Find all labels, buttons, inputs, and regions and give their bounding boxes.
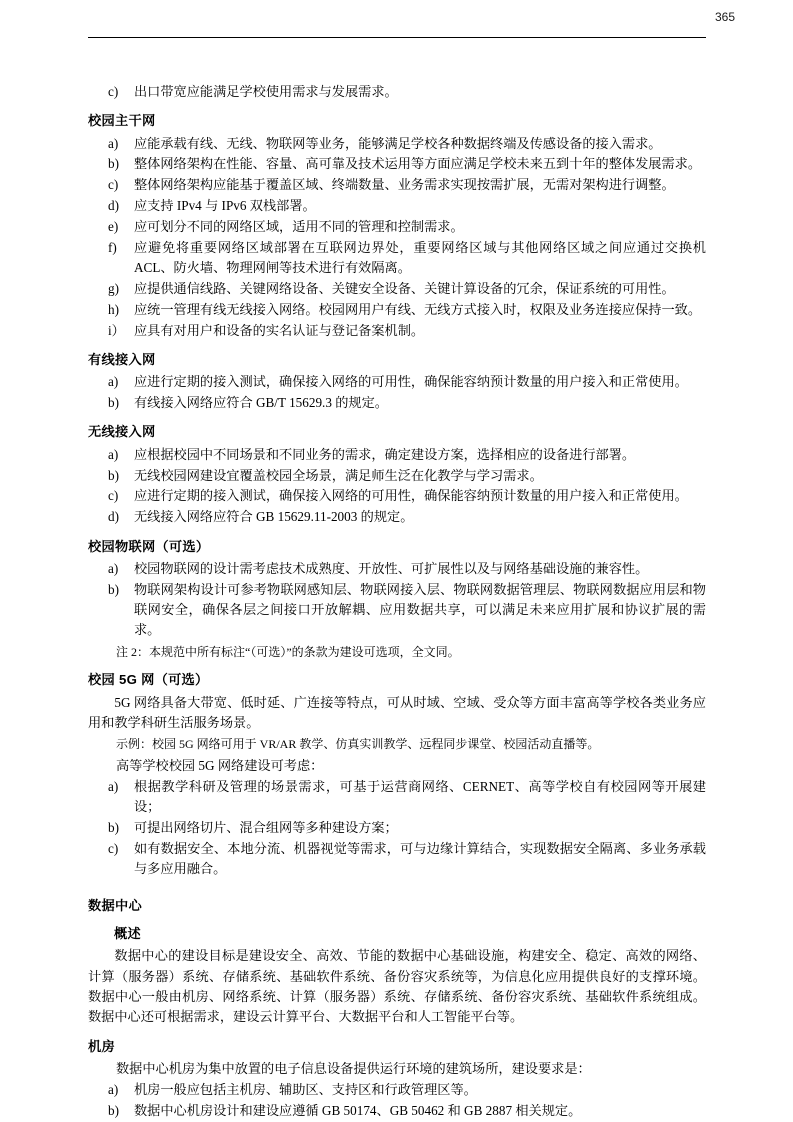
list-text: 如有数据安全、本地分流、机器视觉等需求，可与边缘计算结合，实现数据安全隔离、多业务承载与多应用融合。 bbox=[134, 840, 706, 877]
list-campus-iot bbox=[88, 559, 706, 641]
list-item bbox=[88, 393, 706, 413]
list-text: 应能承载有线、无线、物联网等业务，能够满足学校各种数据终端及传感设备的接入需求。 bbox=[134, 135, 662, 151]
list-marker: c) bbox=[108, 177, 119, 193]
list-item bbox=[88, 372, 706, 392]
overview-paragraph: 数据中心的建设目标是建设安全、高效、节能的数据中心基础设施，构建安全、稳定、高效的网络、计算（服务器）系统、存储系统、基础软件系统、备份容灾系统等，为信息化应用提供良好的支撑环境。数据中心一般由机房、网络系统、计算（服务器）系统、存储系统、备份容灾系统、基础软件系统组成。数据中心还可根据需求，建设云计算平台、大数据平台和人工智能平台等。 bbox=[88, 948, 706, 1025]
subsection-heading-overview: 概述 bbox=[114, 925, 141, 941]
section-heading-data-center: 数据中心 bbox=[88, 897, 142, 913]
section-heading-campus-5g: 校园 5G 网（可选） bbox=[88, 672, 209, 688]
list-marker: a) bbox=[108, 374, 119, 390]
campus-5g-example: 示例：校园 5G 网络可用于 VR/AR 教学、仿真实训教学、远程同步课堂、校园活动直播等。 bbox=[116, 737, 600, 752]
list-text: 无线接入网络应符合 GB 15629.11-2003 的规定。 bbox=[134, 509, 414, 525]
list-marker: h) bbox=[108, 301, 119, 317]
list-marker: b) bbox=[108, 467, 119, 483]
list-marker: b) bbox=[108, 581, 119, 597]
section-heading-campus-iot: 校园物联网（可选） bbox=[88, 538, 210, 554]
list-item bbox=[88, 134, 706, 154]
list-machine-room bbox=[88, 1080, 706, 1121]
list-marker: g) bbox=[108, 280, 119, 296]
list-wired-access bbox=[88, 372, 706, 413]
list-text: 校园物联网的设计需考虑技术成熟度、开放性、可扩展性以及与网络基础设施的兼容性。 bbox=[134, 560, 649, 576]
list-item bbox=[88, 196, 706, 216]
section-heading-campus-backbone: 校园主干网 bbox=[88, 113, 156, 129]
page-content bbox=[88, 82, 706, 1122]
list-item bbox=[88, 580, 706, 641]
note-text: 注 2：本规范中所有标注“（可选）”的条款为建设可选项，全文同。 bbox=[116, 644, 460, 659]
list-item bbox=[88, 82, 706, 102]
list-campus-5g bbox=[88, 777, 706, 880]
list-text: 应根据校园中不同场景和不同业务的需求，确定建设方案，选择相应的设备进行部署。 bbox=[134, 446, 636, 462]
list-item bbox=[88, 238, 706, 279]
list-marker: a) bbox=[108, 446, 119, 462]
list-item bbox=[88, 154, 706, 174]
list-text: 应提供通信线路、关键网络设备、关键安全设备、关键计算设备的冗余，保证系统的可用性。 bbox=[134, 280, 675, 296]
page-number: 365 bbox=[714, 10, 735, 24]
list-marker: i） bbox=[108, 322, 125, 338]
list-item bbox=[88, 839, 706, 880]
list-marker: b) bbox=[108, 820, 119, 836]
machine-room-lead: 数据中心机房为集中放置的电子信息设备提供运行环境的建筑场所，建设要求是： bbox=[116, 1060, 591, 1076]
header-rule bbox=[88, 37, 706, 38]
list-text: 物联网架构设计可参考物联网感知层、物联网接入层、物联网数据管理层、物联网数据应用层和物联网安全，确保各层之间接口开放解耦、应用数据共享，可以满足未来应用扩展和协议扩展的需求。 bbox=[134, 581, 706, 638]
list-text: 应避免将重要网络区域部署在互联网边界处，重要网络区域与其他网络区域之间应通过交换机 ACL、防火墙、物理网闸等技术进行有效隔离。 bbox=[134, 239, 706, 276]
list-text: 应可划分不同的网络区域，适用不同的管理和控制需求。 bbox=[134, 218, 464, 234]
section-heading-wired-access: 有线接入网 bbox=[88, 351, 156, 367]
campus-5g-lead2: 高等学校校园 5G 网络建设可考虑： bbox=[116, 757, 324, 773]
list-marker: a) bbox=[108, 778, 119, 794]
list-marker: b) bbox=[108, 1103, 119, 1119]
list-item bbox=[88, 818, 706, 838]
list-text: 应支持 IPv4 与 IPv6 双栈部署。 bbox=[134, 198, 316, 214]
top-item-list bbox=[88, 82, 706, 102]
list-text: 应统一管理有线无线接入网络。校园网用户有线、无线方式接入时，权限及业务连接应保持一致。 bbox=[134, 301, 702, 317]
list-item bbox=[88, 175, 706, 195]
list-text: 应具有对用户和设备的实名认证与登记备案机制。 bbox=[134, 322, 425, 338]
list-item bbox=[88, 486, 706, 506]
list-marker: a) bbox=[108, 1082, 119, 1098]
list-text: 整体网络架构在性能、容量、高可靠及技术运用等方面应满足学校未来五到十年的整体发展需求。 bbox=[134, 156, 702, 172]
list-item bbox=[88, 279, 706, 299]
list-item bbox=[88, 777, 706, 818]
list-item bbox=[88, 217, 706, 237]
list-marker: d) bbox=[108, 198, 119, 214]
list-marker: b) bbox=[108, 156, 119, 172]
list-item bbox=[88, 445, 706, 465]
list-marker: a) bbox=[108, 135, 119, 151]
list-marker: c) bbox=[108, 84, 119, 99]
list-text: 无线校园网建设宜覆盖校园全场景，满足师生泛在化教学与学习需求。 bbox=[134, 467, 543, 483]
list-item bbox=[88, 300, 706, 320]
list-item bbox=[88, 559, 706, 579]
list-marker: c) bbox=[108, 488, 119, 504]
list-text: 应进行定期的接入测试，确保接入网络的可用性，确保能容纳预计数量的用户接入和正常使用。 bbox=[134, 374, 688, 390]
list-marker: c) bbox=[108, 840, 119, 856]
list-item bbox=[88, 1101, 706, 1121]
list-marker: b) bbox=[108, 395, 119, 411]
list-text: 有线接入网络应符合 GB/T 15629.3 的规定。 bbox=[134, 395, 388, 411]
list-marker: f) bbox=[108, 239, 117, 255]
list-wireless-access bbox=[88, 445, 706, 528]
list-marker: e) bbox=[108, 218, 119, 234]
list-campus-backbone bbox=[88, 134, 706, 341]
list-text: 整体网络架构应能基于覆盖区域、终端数量、业务需求实现按需扩展，无需对架构进行调整。 bbox=[134, 177, 675, 193]
list-marker: a) bbox=[108, 560, 119, 576]
list-text: 根据教学科研及管理的场景需求，可基于运营商网络、CERNET、高等学校自有校园网等开展建设； bbox=[134, 778, 706, 815]
list-text: 应进行定期的接入测试，确保接入网络的可用性，确保能容纳预计数量的用户接入和正常使用。 bbox=[134, 488, 688, 504]
section-heading-wireless-access: 无线接入网 bbox=[88, 424, 156, 440]
list-item bbox=[88, 507, 706, 527]
list-text: 出口带宽应能满足学校使用需求与发展需求。 bbox=[134, 84, 398, 99]
list-marker: d) bbox=[108, 509, 119, 525]
campus-5g-lead: 5G 网络具备大带宽、低时延、广连接等特点，可从时域、空域、受众等方面丰富高等学校各类业务应用和教学科研生活服务场景。 bbox=[88, 694, 706, 730]
list-text: 可提出网络切片、混合组网等多种建设方案； bbox=[134, 820, 398, 836]
subsection-heading-machine-room: 机房 bbox=[88, 1038, 115, 1054]
list-text: 机房一般应包括主机房、辅助区、支持区和行政管理区等。 bbox=[134, 1082, 477, 1098]
list-item bbox=[88, 466, 706, 486]
list-item bbox=[88, 1080, 706, 1100]
list-text: 数据中心机房设计和建设应遵循 GB 50174、GB 50462 和 GB 2887 相关规定。 bbox=[134, 1103, 582, 1119]
list-item bbox=[88, 321, 706, 341]
